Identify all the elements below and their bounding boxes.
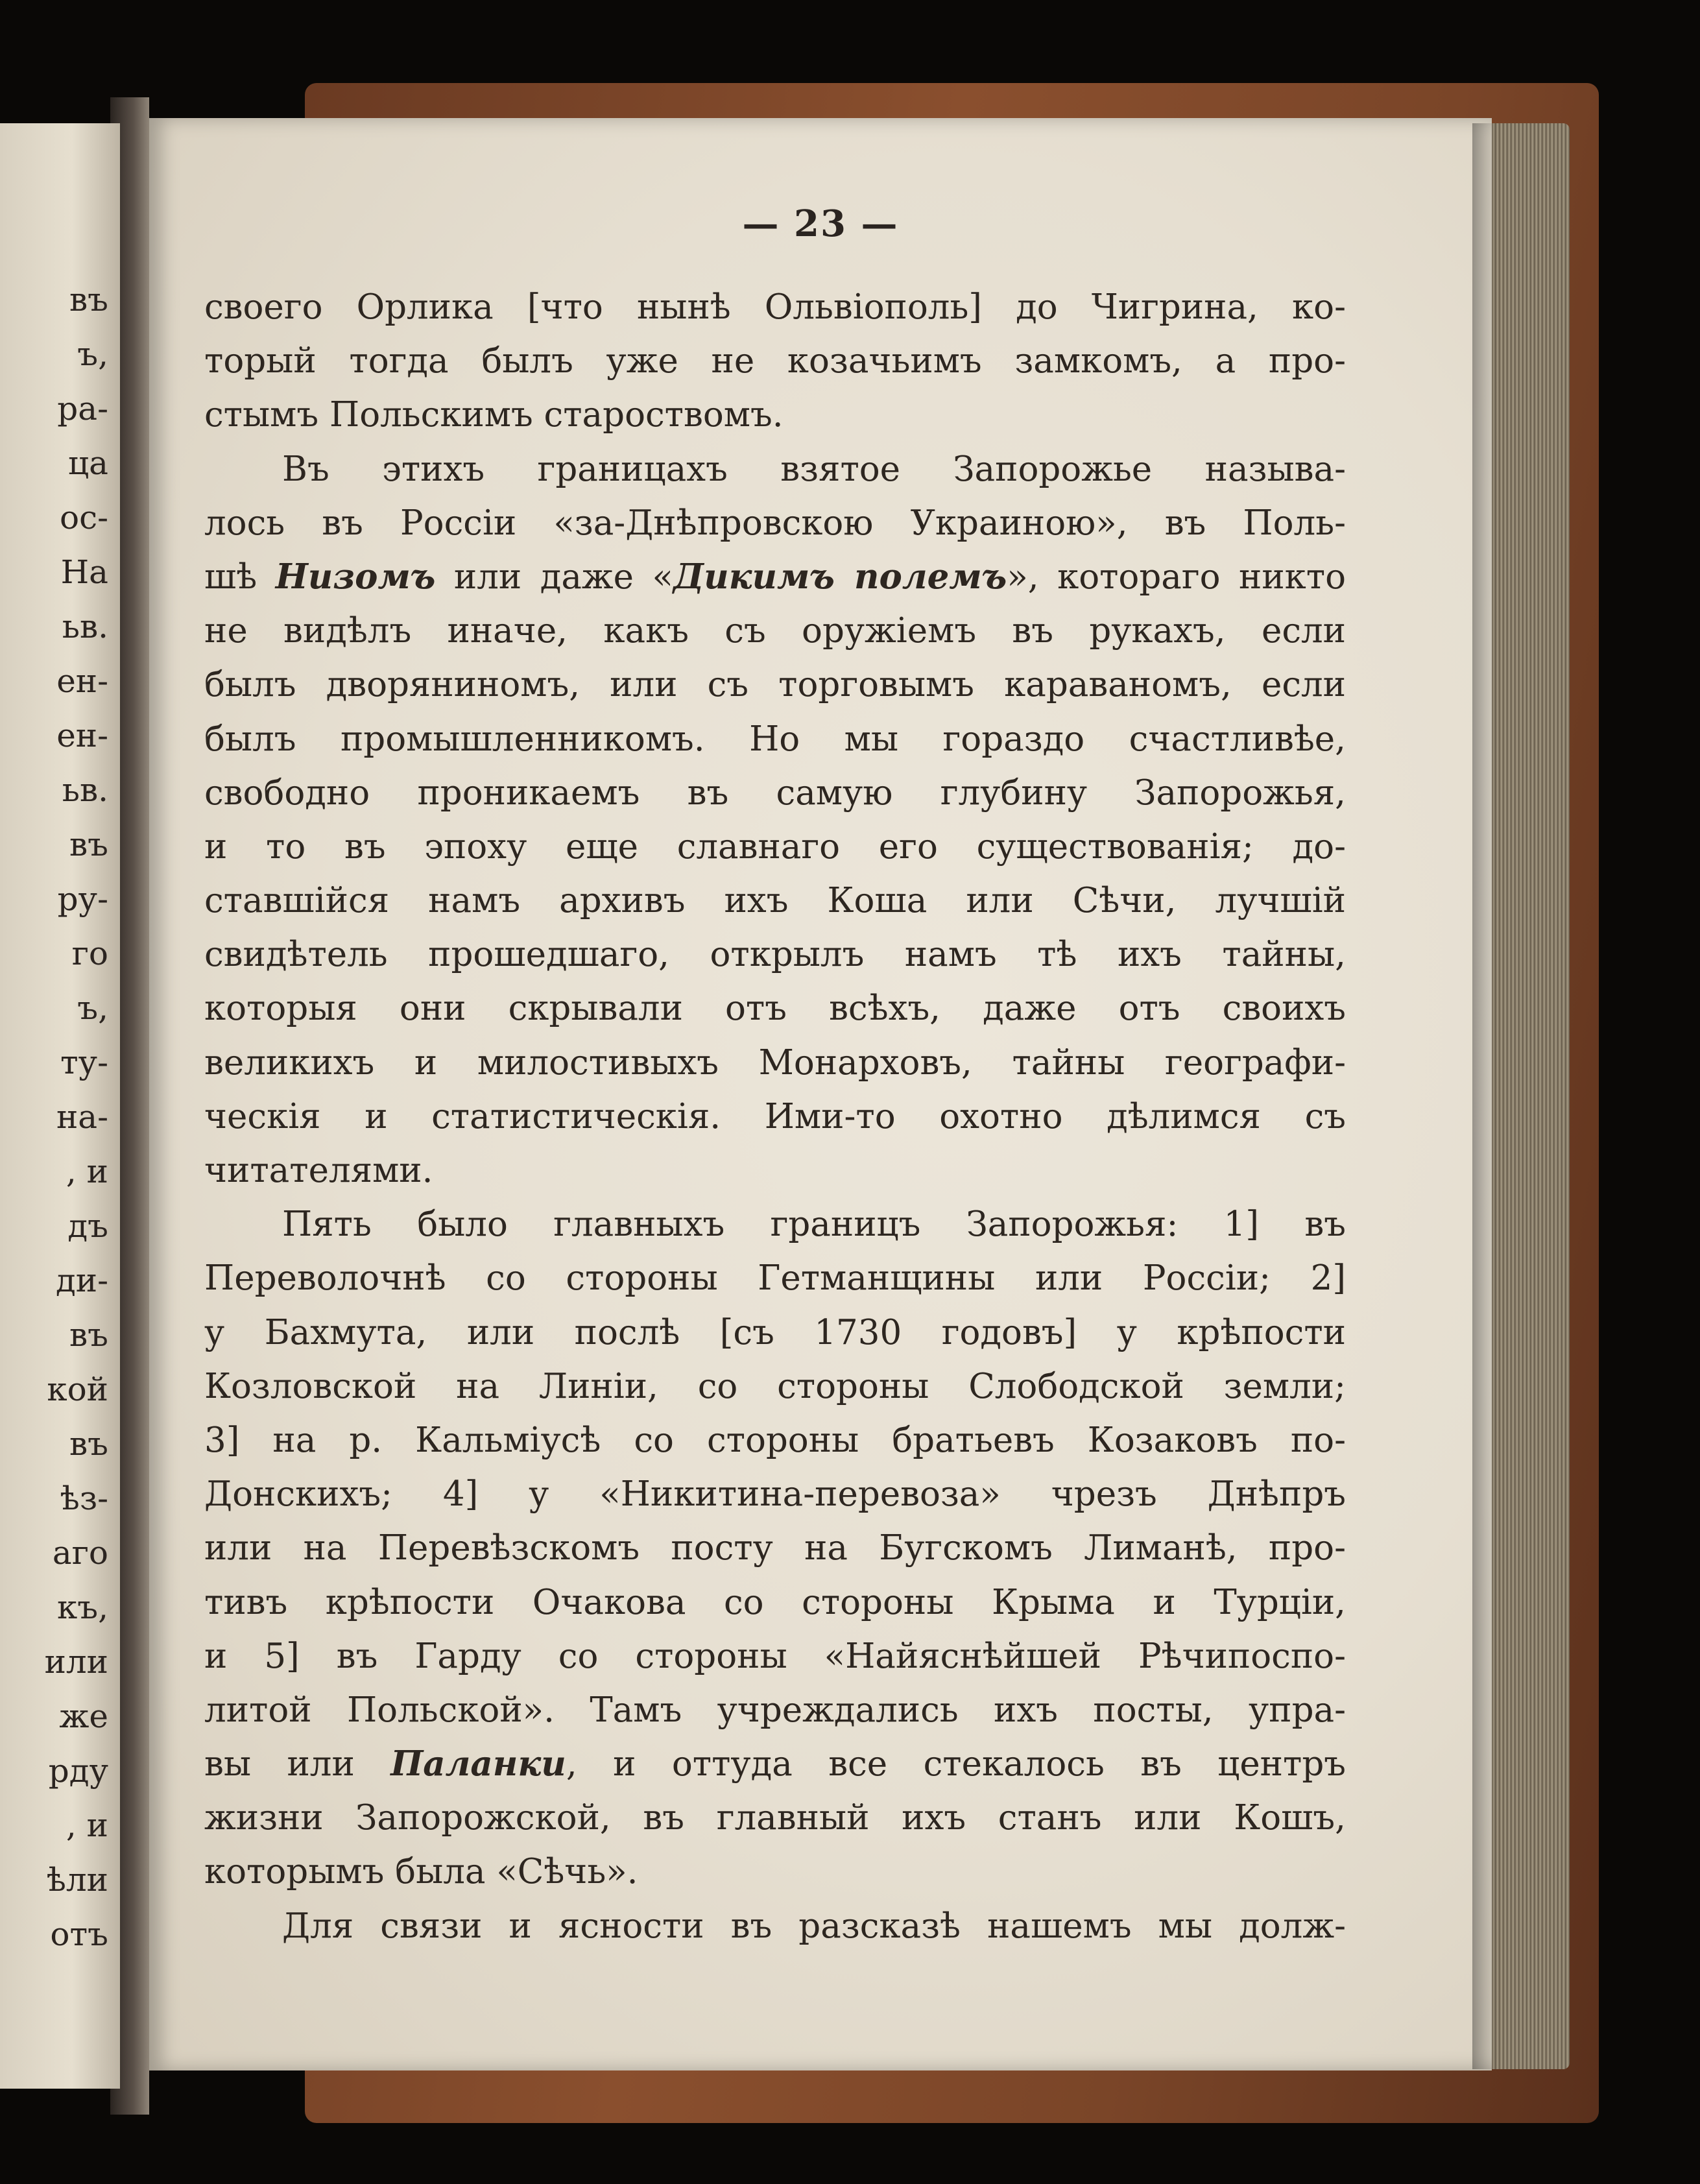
- left-page-fragment: , и: [66, 1153, 108, 1190]
- left-page-fragment: ен-: [56, 662, 108, 700]
- left-page-fragment: го: [71, 935, 108, 972]
- text-line: и 5] въ Гарду со стороны «Найяснѣйшей Рѣчипоспо-: [204, 1636, 1346, 1676]
- left-page-fragment: же: [59, 1698, 108, 1735]
- text-line: Пять было главныхъ границъ Запорожья: 1] въ: [282, 1205, 1346, 1245]
- page-body-text: [204, 280, 1346, 1953]
- text-line: свидѣтель прошедшаго, открылъ намъ тѣ ихъ тайны,: [204, 935, 1346, 975]
- left-page-fragment: ца: [68, 444, 108, 482]
- text-line: ческія и статистическія. Ими-то охотно дѣлимся съ: [204, 1096, 1346, 1136]
- page-number: — 23 —: [742, 202, 899, 245]
- text-segment: или даже «: [435, 557, 673, 597]
- left-page-fragment: рду: [48, 1752, 108, 1790]
- left-page-fragment: ѣз-: [60, 1480, 108, 1517]
- text-line: своего Орлика [что нынѣ Ольвіополь] до Чигрина, ко-: [204, 287, 1346, 327]
- page-edge-shadow: [1472, 123, 1498, 2069]
- text-line: которыя они скрывали отъ всѣхъ, даже отъ своихъ: [204, 989, 1346, 1029]
- left-page-fragment: ъ,: [77, 989, 108, 1027]
- left-page-fragment: въ: [69, 826, 108, 863]
- text-line: у Бахмута, или послѣ [съ 1730 годовъ] у крѣпости: [204, 1312, 1346, 1352]
- right-page: [149, 118, 1492, 2070]
- left-page-fragment: , и: [66, 1806, 108, 1844]
- text-line: былъ промышленникомъ. Но мы гораздо счастливѣе,: [204, 719, 1346, 759]
- text-line: Козловской на Линіи, со стороны Слободской земли;: [204, 1366, 1346, 1406]
- italic-term: Низомъ: [275, 556, 436, 597]
- text-line: которымъ была «Сѣчь».: [204, 1852, 638, 1892]
- text-line: литой Польской». Тамъ учреждались ихъ посты, упра-: [204, 1690, 1346, 1730]
- text-line: тивъ крѣпости Очакова со стороны Крыма и Турціи,: [204, 1582, 1346, 1622]
- left-page-fragment: ѣли: [46, 1861, 108, 1899]
- left-page-fragment: къ,: [57, 1589, 108, 1626]
- text-line: не видѣлъ иначе, какъ съ оружіемъ въ рукахъ, если: [204, 611, 1346, 651]
- left-page-fragment: ру-: [57, 880, 108, 918]
- text-line: [204, 1737, 1346, 1791]
- left-page-fragment: въ: [69, 1425, 108, 1463]
- text-line: Для связи и ясности въ разсказѣ нашемъ мы долж-: [282, 1906, 1346, 1946]
- text-line: Донскихъ; 4] у «Никитина-перевоза» чрезъ Днѣпръ: [204, 1474, 1346, 1515]
- text-segment: шѣ: [204, 557, 276, 597]
- left-page-fragment: На: [60, 553, 108, 591]
- text-line: великихъ и милостивыхъ Монарховъ, тайны географи-: [204, 1042, 1346, 1083]
- text-line: или на Перевѣзскомъ посту на Бугскомъ Лиманѣ, про-: [204, 1528, 1346, 1568]
- text-line: стымъ Польскимъ староствомъ.: [204, 395, 784, 435]
- left-page-fragment: въ: [69, 281, 108, 318]
- text-line: Переволочнѣ со стороны Гетманщины или Россіи; 2]: [204, 1258, 1346, 1299]
- text-line: ставшійся намъ архивъ ихъ Коша или Сѣчи, лучшій: [204, 881, 1346, 921]
- text-line: читателями.: [204, 1151, 433, 1190]
- text-line: былъ дворяниномъ, или съ торговымъ караваномъ, если: [204, 665, 1346, 705]
- left-page-fragment: ьв.: [62, 771, 108, 809]
- left-page-fragment: аго: [52, 1534, 108, 1572]
- left-page-fragment: ра-: [57, 390, 108, 427]
- left-page-fragment: ту-: [60, 1044, 108, 1081]
- left-page-fragment: ъ,: [77, 335, 108, 373]
- text-line: [204, 550, 1346, 604]
- left-page-fragment: ди-: [55, 1262, 108, 1299]
- left-page-fragment: отъ: [50, 1915, 108, 1953]
- text-line: жизни Запорожской, въ главный ихъ станъ или Кошъ,: [204, 1798, 1346, 1838]
- left-page-fragment: ос-: [60, 499, 108, 536]
- left-page-fragment: кой: [47, 1371, 108, 1408]
- left-page-fragment: ьв.: [62, 608, 108, 645]
- italic-term: Дикимъ полемъ: [673, 556, 1007, 597]
- left-page-text-fragments: [0, 272, 108, 1962]
- text-line: свободно проникаемъ въ самую глубину Запорожья,: [204, 773, 1346, 813]
- italic-term: Паланки: [390, 1744, 566, 1784]
- left-page-fragment: на-: [56, 1098, 108, 1136]
- text-segment: , и оттуда все стекалось въ центръ: [566, 1744, 1346, 1784]
- text-line: Въ этихъ границахъ взятое Запорожье называ-: [282, 449, 1346, 489]
- text-segment: », котораго никто: [1007, 557, 1346, 597]
- page-edges: [1492, 123, 1570, 2069]
- text-line: торый тогда былъ уже не козачьимъ замкомъ, а про-: [204, 341, 1346, 381]
- left-page-fragment: въ: [69, 1316, 108, 1354]
- text-segment: вы или: [204, 1744, 391, 1784]
- left-page-fragment: дъ: [67, 1207, 108, 1245]
- left-facing-page: [0, 123, 120, 2089]
- text-line: и то въ эпоху еще славнаго его существованія; до-: [204, 826, 1346, 867]
- left-page-fragment: или: [44, 1643, 108, 1681]
- text-line: лось въ Россіи «за-Днѣпровскою Украиною», въ Поль-: [204, 503, 1346, 543]
- text-line: 3] на р. Кальміусѣ со стороны братьевъ Козаковъ по-: [204, 1420, 1346, 1460]
- left-page-fragment: ен-: [56, 717, 108, 754]
